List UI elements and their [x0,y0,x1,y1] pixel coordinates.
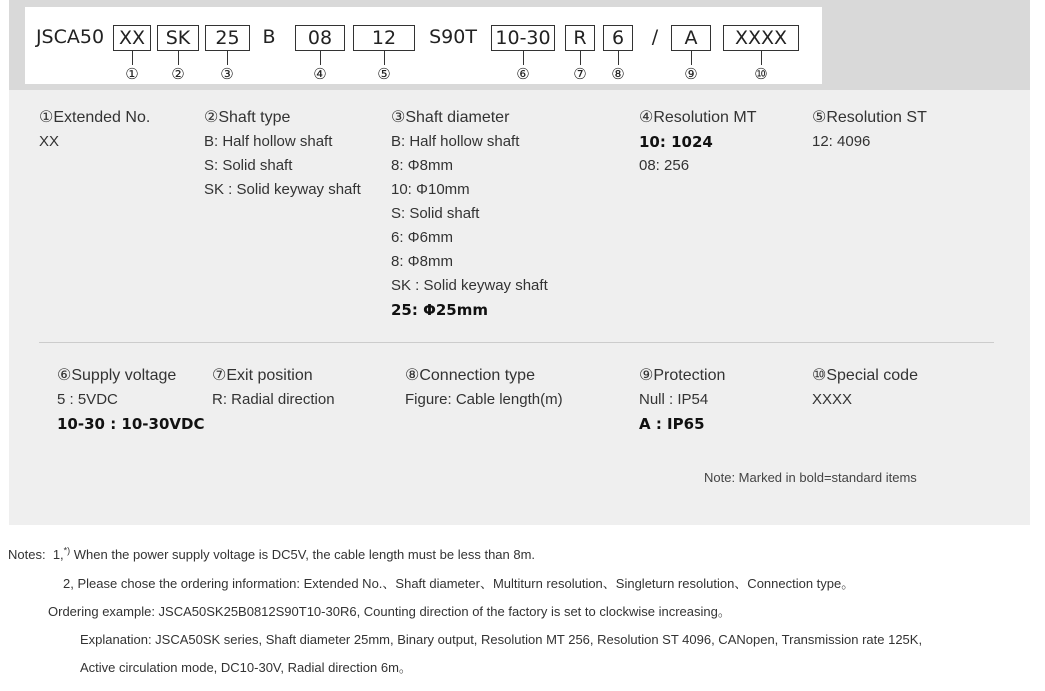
spec-line: Figure: Cable length(m) [405,391,563,408]
spec-title: ⑤Resolution ST [812,109,927,126]
marker-tick [618,51,619,65]
spec-line: Null : IP54 [639,391,709,408]
marker-tick [761,51,762,65]
marker-number: ⑨ [684,65,698,83]
explanation-line-1: Explanation: JSCA50SK series, Shaft diameter 25mm, Binary output, Resolution MT 256, Resolution ST 4096, CANopen, Transmission rate 125K, [80,632,923,647]
spec-title: ⑦Exit position [212,367,313,384]
spec-line: 5 : 5VDC [57,391,118,408]
spec-supply-voltage [57,364,204,436]
code-segment: JSCA50 [35,26,105,48]
spec-line: 8: Φ8mm [391,253,453,270]
marker-number: ① [125,65,139,83]
marker-tick [132,51,133,65]
marker-tick [384,51,385,65]
note-1-superscript: *) [63,545,71,556]
code-segment: SK [157,25,199,51]
spec-line-standard: 25: Φ25mm [391,301,488,319]
spec-title: ⑥Supply voltage [57,367,177,384]
marker-tick [580,51,581,65]
note-line-1 [8,546,535,564]
code-segment: XX [113,25,151,51]
standard-items-note: Note: Marked in bold=standard items [704,470,917,485]
marker-number: ⑥ [516,65,530,83]
spec-line-standard: 10: 1024 [639,133,713,151]
spec-line-standard: A : IP65 [639,415,705,433]
spec-title: ①Extended No. [39,109,151,126]
spec-resolution-mt [639,106,757,178]
spec-line: S: Solid shaft [391,205,480,222]
spec-line: 08: 256 [639,157,690,174]
marker-tick [320,51,321,65]
code-segment: 25 [205,25,250,51]
divider [39,342,994,343]
explanation-line-2: Active circulation mode, DC10-30V, Radial direction 6m。 [80,660,412,675]
spec-line: XX [39,133,60,150]
spec-special-code [812,364,918,412]
code-segment: S90T [429,26,477,48]
spec-shaft-diameter [391,106,548,322]
code-segment: 12 [353,25,415,51]
code-segment: B [262,26,276,48]
code-segment: A [671,25,711,51]
notes-label: Notes: [8,547,46,562]
marker-number: ⑧ [611,65,625,83]
spec-extended-no [39,106,150,154]
marker-number: ④ [313,65,327,83]
spec-line: 10: Φ10mm [391,181,470,198]
spec-title: ②Shaft type [204,109,291,126]
spec-line: 6: Φ6mm [391,229,453,246]
spec-shaft-type [204,106,361,202]
code-segment: / [651,26,659,48]
spec-title: ③Shaft diameter [391,109,510,126]
code-segment: 6 [603,25,633,51]
code-segment: XXXX [723,25,799,51]
spec-panel [9,90,1030,525]
spec-title: ⑨Protection [639,367,726,384]
code-segment: 08 [295,25,345,51]
marker-number: ③ [220,65,234,83]
spec-title: ⑧Connection type [405,367,535,384]
order-code-box [25,7,822,84]
note-1-number: 1, [52,547,64,562]
marker-number: ⑦ [573,65,587,83]
note-1-text: When the power supply voltage is DC5V, the cable length must be less than 8m. [70,547,536,562]
spec-line: 12: 4096 [812,133,871,150]
marker-tick [691,51,692,65]
spec-title: ⑩Special code [812,367,918,384]
spec-line: SK : Solid keyway shaft [391,277,548,294]
spec-line: B: Half hollow shaft [391,133,520,150]
spec-protection [639,364,725,436]
marker-number: ⑤ [377,65,391,83]
spec-title: ④Resolution MT [639,109,757,126]
marker-tick [178,51,179,65]
header-band [9,0,1030,90]
spec-line: 8: Φ8mm [391,157,453,174]
spec-line: B: Half hollow shaft [204,133,333,150]
spec-line: R: Radial direction [212,391,335,408]
marker-tick [523,51,524,65]
note-line-2: 2, Please chose the ordering information: Extended No.、Shaft diameter、Multiturn resolution、Singleturn resolution、Connection type。 [63,576,855,591]
spec-resolution-st [812,106,927,154]
marker-number: ② [171,65,185,83]
marker-number: ⑩ [754,65,768,83]
spec-line-standard: 10-30 : 10-30VDC [57,415,205,433]
ordering-example: Ordering example: JSCA50SK25B0812S90T10-30R6, Counting direction of the factory is set to clockwise increasing。 [48,604,731,619]
marker-tick [227,51,228,65]
code-segment: 10-30 [491,25,555,51]
spec-line: S: Solid shaft [204,157,293,174]
spec-connection-type [405,364,563,412]
code-segment: R [565,25,595,51]
spec-line: SK : Solid keyway shaft [204,181,361,198]
spec-exit-position [212,364,335,412]
spec-line: XXXX [812,391,853,408]
